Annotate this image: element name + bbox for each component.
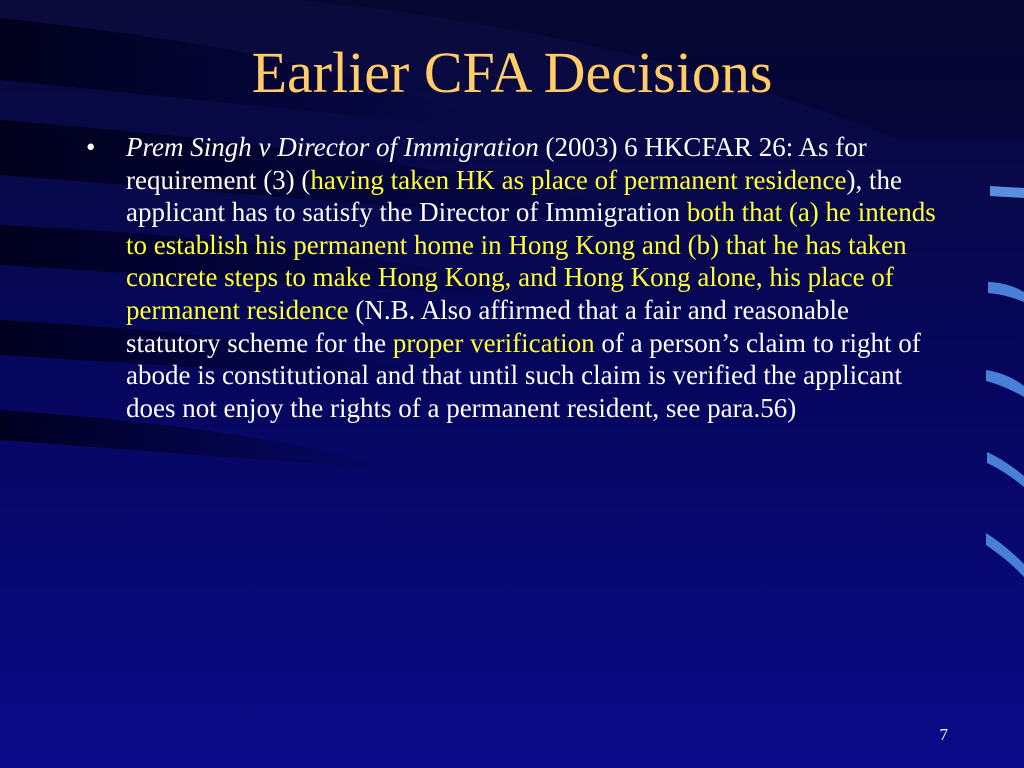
bullet-dot: • [86, 132, 96, 162]
accent-dash [990, 186, 1024, 198]
bullet-item [86, 131, 946, 424]
bullet-list [86, 131, 946, 424]
body-text: (N.B. Also affirmed that a fair and reasonable statutory scheme for the [126, 294, 849, 358]
slide-title: Earlier CFA Decisions [251, 40, 773, 105]
body-text: ), the applicant has to satisfy the Director of Immigration [126, 164, 902, 228]
body-text: of a person’s claim to right of abode is constitutional and that until such claim is verified the applicant does not enjoy the rights of a permanent resident, see para.56) [126, 327, 921, 423]
page-number: 7 [939, 725, 948, 744]
body-text: (2003) 6 HKCFAR 26: As for requirement (3) ( [126, 132, 867, 195]
highlight-text: having taken HK as place of permanent residence [310, 164, 847, 195]
highlight-text: proper verification [392, 327, 595, 358]
case-name: Prem Singh v Director of Immigration [126, 132, 539, 162]
highlight-text: both that (a) he intends to establish his permanent home in Hong Kong and (b) that he has taken concrete steps to make Hong Kong, and Hong Kong alone, his place of permanent residence [126, 197, 936, 325]
